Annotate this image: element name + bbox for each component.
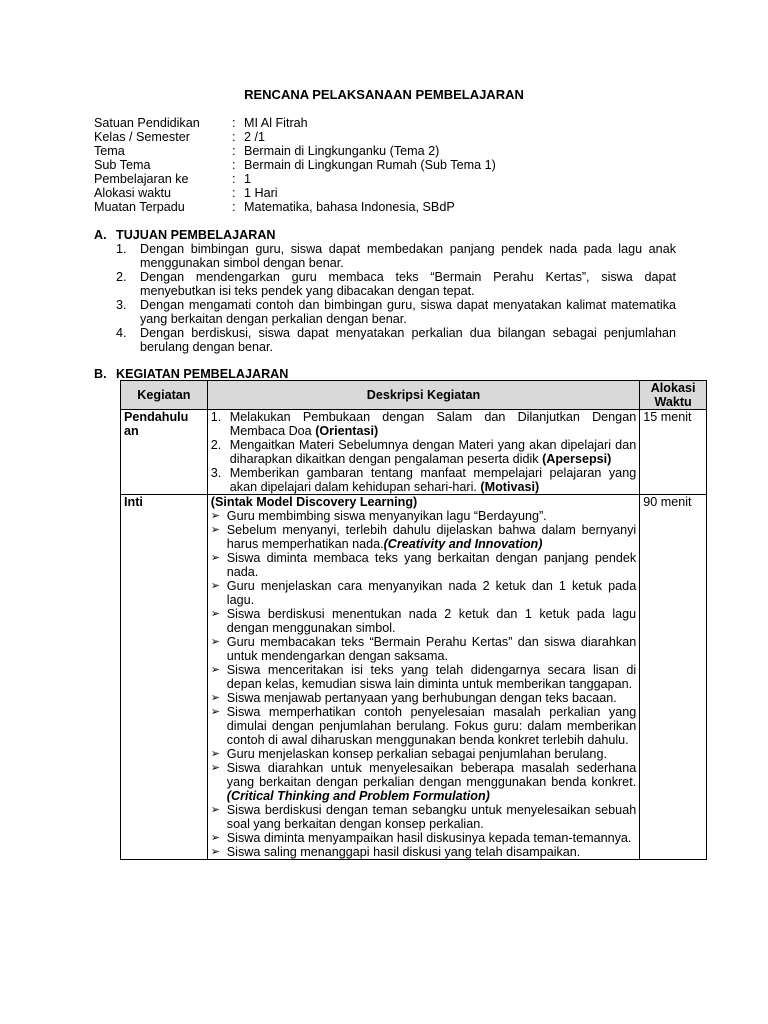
goals-list bbox=[116, 242, 676, 354]
arrow-bullet-icon: ➢ bbox=[210, 706, 220, 718]
section-title: KEGIATAN PEMBELAJARAN bbox=[116, 367, 289, 381]
arrow-bullet-icon: ➢ bbox=[210, 692, 220, 704]
row-description bbox=[207, 495, 639, 860]
identity-key: Tema bbox=[94, 144, 125, 158]
identity-colon: : bbox=[232, 186, 236, 200]
item-text: Guru menjelaskan cara menyanyikan nada 2 ketuk dan 1 ketuk pada lagu. bbox=[226, 579, 637, 607]
item-text: Siswa diarahkan untuk menyelesaikan beberapa masalah sederhana yang berkaitan dengan perkalian dengan menggunakan benda konkret. bbox=[226, 761, 637, 789]
item-text: Siswa berdiskusi menentukan nada 2 ketuk dan 1 ketuk pada lagu dengan menggunakan simbol. bbox=[226, 607, 637, 635]
list-item bbox=[211, 635, 636, 663]
item-tag: (Apersepsi) bbox=[542, 452, 612, 466]
item-tag: (Motivasi) bbox=[480, 480, 540, 494]
table-row bbox=[121, 495, 707, 860]
arrow-bullet-icon: ➢ bbox=[210, 636, 220, 648]
item-text: Memberikan gambaran tentang manfaat mempelajari pelajaran yang akan dipelajari dalam kehidupan sehari-hari. bbox=[229, 466, 637, 494]
identity-colon: : bbox=[232, 200, 236, 214]
list-item bbox=[211, 705, 636, 747]
item-text: Mengaitkan Materi Sebelumnya dengan Materi yang akan dipelajari dan diharapkan dikaitkan dengan pengalaman peserta didik bbox=[229, 438, 637, 466]
goal-number: 2. bbox=[116, 270, 127, 284]
item-text: Sebelum menyanyi, terlebih dahulu dijelaskan bahwa dalam bernyanyi harus memperhatikan nada. bbox=[226, 523, 637, 551]
list-item bbox=[211, 803, 636, 831]
identity-key: Muatan Terpadu bbox=[94, 200, 185, 214]
inti-list bbox=[211, 509, 636, 859]
identity-key: Kelas / Semester bbox=[94, 130, 190, 144]
row-label: Inti bbox=[121, 495, 208, 860]
item-tag: (Critical Thinking and Problem Formulation) bbox=[226, 789, 490, 803]
header-kegiatan: Kegiatan bbox=[121, 381, 208, 410]
identity-row bbox=[94, 172, 496, 186]
arrow-bullet-icon: ➢ bbox=[210, 804, 220, 816]
row-time: 90 menit bbox=[640, 495, 707, 860]
list-item bbox=[211, 831, 636, 845]
list-item bbox=[211, 845, 636, 859]
identity-block bbox=[94, 116, 496, 214]
identity-colon: : bbox=[232, 130, 236, 144]
row-label: Pendahulu an bbox=[121, 410, 208, 495]
identity-key: Sub Tema bbox=[94, 158, 151, 172]
goal-item bbox=[116, 242, 676, 270]
goal-text: Dengan berdiskusi, siswa dapat menyatakan perkalian dua bilangan sebagai penjumlahan berulang dengan benar. bbox=[140, 326, 676, 354]
item-text: Guru membimbing siswa menyanyikan lagu “Berdayung”. bbox=[226, 509, 547, 523]
item-tag: (Orientasi) bbox=[315, 424, 379, 438]
identity-value: Bermain di Lingkunganku (Tema 2) bbox=[244, 144, 440, 158]
identity-row bbox=[94, 200, 496, 214]
section-number: A. bbox=[94, 228, 107, 242]
list-item bbox=[211, 551, 636, 579]
section-title: TUJUAN PEMBELAJARAN bbox=[116, 228, 276, 242]
goal-number: 3. bbox=[116, 298, 127, 312]
header-deskripsi: Deskripsi Kegiatan bbox=[207, 381, 639, 410]
item-number: 2. bbox=[210, 438, 222, 452]
list-item bbox=[211, 761, 636, 803]
item-number: 3. bbox=[210, 466, 222, 480]
goal-item bbox=[116, 270, 676, 298]
activities-table bbox=[120, 380, 707, 860]
arrow-bullet-icon: ➢ bbox=[210, 664, 220, 676]
inti-heading: (Sintak Model Discovery Learning) bbox=[210, 495, 418, 509]
header-alokasi: Alokasi Waktu bbox=[640, 381, 707, 410]
identity-value: MI Al Fitrah bbox=[244, 116, 308, 130]
item-tag: (Creativity and Innovation) bbox=[383, 537, 543, 551]
item-text: Guru menjelaskan konsep perkalian sebagai penjumlahan berulang. bbox=[226, 747, 607, 761]
arrow-bullet-icon: ➢ bbox=[210, 846, 220, 858]
identity-row bbox=[94, 158, 496, 172]
identity-value: 2 /1 bbox=[244, 130, 266, 144]
item-text: Siswa berdiskusi dengan teman sebangku untuk menyelesaikan sebuah soal yang berkaitan dengan konsep perkalian. bbox=[226, 803, 637, 831]
arrow-bullet-icon: ➢ bbox=[210, 580, 220, 592]
item-text: Guru membacakan teks “Bermain Perahu Kertas” dan siswa diarahkan untuk mendengarkan dengan saksama. bbox=[226, 635, 637, 663]
identity-colon: : bbox=[232, 144, 236, 158]
identity-key: Pembelajaran ke bbox=[94, 172, 189, 186]
row-description bbox=[207, 410, 639, 495]
item-text: Siswa memperhatikan contoh penyelesaian masalah perkalian yang dimulai dengan penjumlahan berulang. Fokus guru: dalam memberikan contoh di awal diharuskan menggunakan benda konkret terlebih dahulu. bbox=[226, 705, 637, 747]
item-text: Siswa diminta menyampaikan hasil diskusinya kepada teman-temannya. bbox=[226, 831, 632, 845]
list-item bbox=[211, 579, 636, 607]
arrow-bullet-icon: ➢ bbox=[210, 552, 220, 564]
identity-value: Matematika, bahasa Indonesia, SBdP bbox=[244, 200, 455, 214]
item-text: Siswa diminta membaca teks yang berkaitan dengan panjang pendek nada. bbox=[226, 551, 637, 579]
item-number: 1. bbox=[210, 410, 222, 424]
list-item bbox=[211, 663, 636, 691]
list-item bbox=[211, 410, 636, 438]
table-header-row bbox=[121, 381, 707, 410]
item-text: Melakukan Pembukaan dengan Salam dan Dilanjutkan Dengan Membaca Doa bbox=[229, 410, 637, 438]
goal-number: 1. bbox=[116, 242, 127, 256]
identity-value: 1 bbox=[244, 172, 252, 186]
identity-row bbox=[94, 186, 496, 200]
section-number: B. bbox=[94, 367, 107, 381]
identity-row bbox=[94, 130, 496, 144]
arrow-bullet-icon: ➢ bbox=[210, 748, 220, 760]
list-item bbox=[211, 509, 636, 523]
identity-row bbox=[94, 116, 496, 130]
goal-text: Dengan bimbingan guru, siswa dapat membedakan panjang pendek nada pada lagu anak menggunakan simbol dengan benar. bbox=[140, 242, 676, 270]
identity-key: Alokasi waktu bbox=[94, 186, 171, 200]
page-title: RENCANA PELAKSANAAN PEMBELAJARAN bbox=[244, 87, 524, 102]
list-item bbox=[211, 438, 636, 466]
list-item bbox=[211, 607, 636, 635]
identity-colon: : bbox=[232, 116, 236, 130]
arrow-bullet-icon: ➢ bbox=[210, 510, 220, 522]
arrow-bullet-icon: ➢ bbox=[210, 608, 220, 620]
goal-number: 4. bbox=[116, 326, 127, 340]
list-item bbox=[211, 523, 636, 551]
arrow-bullet-icon: ➢ bbox=[210, 524, 220, 536]
row-time: 15 menit bbox=[640, 410, 707, 495]
item-text: Siswa saling menanggapi hasil diskusi yang telah disampaikan. bbox=[226, 845, 581, 859]
list-item bbox=[211, 747, 636, 761]
identity-colon: : bbox=[232, 172, 236, 186]
identity-value: Bermain di Lingkungan Rumah (Sub Tema 1) bbox=[244, 158, 496, 172]
goal-item bbox=[116, 298, 676, 326]
identity-row bbox=[94, 144, 496, 158]
goal-item bbox=[116, 326, 676, 354]
arrow-bullet-icon: ➢ bbox=[210, 762, 220, 774]
item-text: Siswa menjawab pertanyaan yang berhubungan dengan teks bacaan. bbox=[226, 691, 617, 705]
section-a-heading bbox=[94, 228, 276, 242]
list-item bbox=[211, 466, 636, 494]
arrow-bullet-icon: ➢ bbox=[210, 832, 220, 844]
section-b-heading bbox=[94, 367, 288, 381]
goal-text: Dengan mendengarkan guru membaca teks “Bermain Perahu Kertas”, siswa dapat menyebutkan isi teks pendek yang dibacakan dengan tepat. bbox=[140, 270, 676, 298]
list-item bbox=[211, 691, 636, 705]
table-row bbox=[121, 410, 707, 495]
goal-text: Dengan mengamati contoh dan bimbingan guru, siswa dapat menyatakan kalimat matematika yang berkaitan dengan perkalian dengan benar. bbox=[140, 298, 676, 326]
identity-value: 1 Hari bbox=[244, 186, 278, 200]
identity-key: Satuan Pendidikan bbox=[94, 116, 200, 130]
item-text: Siswa menceritakan isi teks yang telah didengarnya secara lisan di depan kelas, kemudian siswa lain diminta untuk memberikan tanggapan. bbox=[226, 663, 637, 691]
identity-colon: : bbox=[232, 158, 236, 172]
